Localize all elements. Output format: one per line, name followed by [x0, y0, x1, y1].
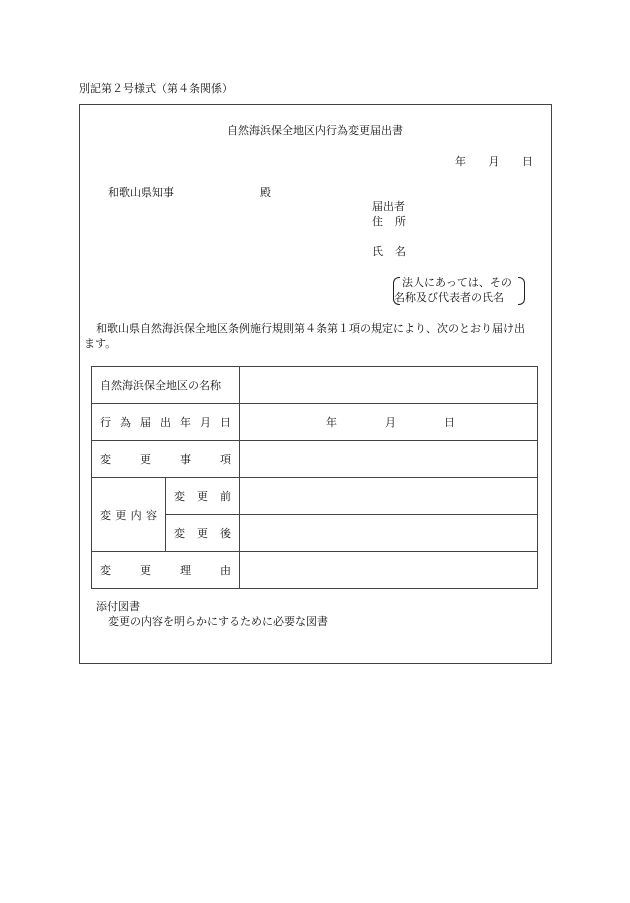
reason-field[interactable] — [240, 552, 538, 589]
change-item-field[interactable] — [240, 441, 538, 478]
notification-table — [91, 366, 538, 589]
date-day-label: 日 — [522, 155, 533, 168]
corp-note-line1: 法人にあっては、その — [402, 276, 512, 289]
form-label: 別記第２号様式（第４条関係） — [79, 82, 233, 95]
change-before-field[interactable] — [240, 478, 538, 515]
notify-date-year: 年 — [326, 416, 337, 429]
table-row-change-before — [92, 478, 538, 515]
statement-line2: ます。 — [84, 337, 117, 350]
document-title: 自然海浜保全地区内行為変更届出書 — [227, 124, 403, 137]
addressee-honorific: 殿 — [260, 186, 271, 199]
date-year-label: 年 — [455, 155, 466, 168]
area-name-label: 自然海浜保全地区の名称 — [92, 367, 240, 404]
change-after-label: 変 更 後 — [166, 515, 240, 552]
table-row-change-item — [92, 441, 538, 478]
notify-date-month: 月 — [385, 416, 396, 429]
notify-date-label: 行 為 届 出 年 月 日 — [92, 404, 240, 441]
area-name-field[interactable] — [240, 367, 538, 404]
corp-note-line2: 名称及び代表者の氏名 — [394, 291, 504, 304]
change-item-label: 変 更 事 項 — [92, 441, 240, 478]
notifier-name-label: 氏 名 — [372, 245, 406, 258]
notifier-address-label: 住 所 — [372, 215, 406, 228]
corp-note-close-bracket — [518, 277, 525, 305]
date-line — [455, 153, 533, 169]
date-month-label: 月 — [488, 155, 500, 168]
notifier-heading: 届出者 — [372, 200, 405, 213]
notify-date-field[interactable] — [240, 404, 538, 441]
attachments-heading: 添付図書 — [96, 600, 140, 613]
statement-line1: 和歌山県自然海浜保全地区条例施行規則第４条第１項の規定により、次のとおり届け出 — [96, 322, 525, 335]
reason-label: 変 更 理 由 — [92, 552, 240, 589]
table-row-reason — [92, 552, 538, 589]
change-after-field[interactable] — [240, 515, 538, 552]
change-before-label: 変 更 前 — [166, 478, 240, 515]
table-row-notify-date — [92, 404, 538, 441]
addressee-name: 和歌山県知事 — [108, 186, 174, 199]
notify-date-day: 日 — [444, 416, 455, 429]
change-content-label: 変 更 内 容 — [92, 478, 166, 552]
attachments-item: 変更の内容を明らかにするために必要な図書 — [108, 615, 328, 628]
table-row-area-name — [92, 367, 538, 404]
